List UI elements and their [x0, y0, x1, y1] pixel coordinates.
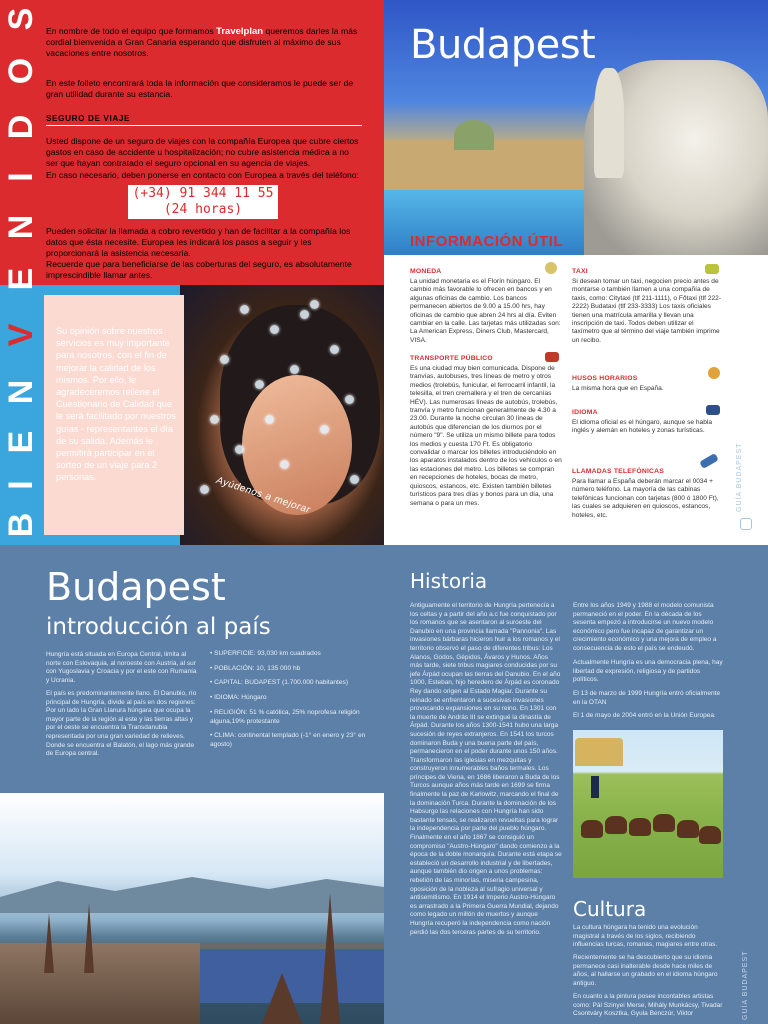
side-letter: E [2, 267, 40, 291]
reminder-paragraph: Recuerde que para beneficiarse de las coberturas del seguro, es absolutamente imprescindible llamar antes. [46, 259, 352, 280]
intro-paragraph-location: Hungría está situada en Europa Central, limita al norte con Eslovaquia, al noroeste con Austria, al sur con Yugoslavia y Croacia y por el este con Rumanía y Ucrania. [46, 651, 197, 684]
taxi-icon [705, 264, 719, 274]
insurance-heading: SEGURO DE VIAJE [46, 114, 362, 126]
guide-title: Budapest [410, 22, 596, 68]
side-letter: N [2, 214, 40, 240]
intro-title: Budapest [46, 565, 226, 609]
dome-shape [454, 120, 494, 150]
insurance-paragraph: Usted dispone de un seguro de viajes con la compañía Europea que cubre ciertos gastos en caso de accidente u hospitalización; no cubre asistencia médica a no ser que hayan contratado el seguro opcional en su agencia de viajes. [46, 136, 359, 168]
intro-subtitle: introducción al país [46, 614, 271, 640]
side-letter: I [2, 480, 40, 490]
side-letter: E [2, 430, 40, 454]
statue-figure-shape [594, 68, 624, 178]
side-letter: V [2, 323, 40, 347]
phone-number: (+34) 91 344 11 55 [132, 186, 274, 201]
hills-shape [0, 873, 384, 913]
horse-shape [581, 820, 603, 838]
historia-text: Antiguamente el territorio de Hungría pertenecía a los celtas y a partir del año a.c fue conquistado por los romanos que se asentaron al suroeste del Danubio en una provincia llamada "Pannonia". Las invasiones bárbaras hicieron huir a los romanos y el territorio observó el paso de diferentes tribus: Los Alanos, Godos, Gépidos, Ávaros y Hunos. Años más tarde, siete tribus magiares conducidas por su jefe Árpád ocupan las tierras del Danubio. En el año 1000, Esteban, hijo heredero de Árpád es coronado Rey dando origen al Estado Magiar. Durante su reinado se enfrentaron a sucesivas invasiones provocando expansiones en su reino. En 1301 con la muerte de András III se extingué la dinastía de Árpád. Durante los años 1300-1541 hubo una larga sucesión de reyes extranjeros. En 1541 los turcos dominaron Buda y una buena parte del país, permanecieron en el poder durante unos 150 años. Transformaron las iglesias en mezquitas y construyeron innumerables baños termales. Los príncipes de Viena, en 1686 liberaron a Buda de los Turcos aunque años más tarde en 1699 se firma finalmente la paz de Karlowitz, marcando el final de la dominación Turca. Durante la dominación de los Habsurgo las relaciones con Hungría han sido bastante tensas, se realizaron revueltas para lograr la independencia por parte del pueblo húngaro. Finalmente en el año 1867 se consiguió un compromiso "Austro-Húngaro" dando comienzo a la época de la doble monarquía. Durante está etapa se estableció un desarrollo industrial y de libertades, aunque también dio origen a unos problemas: rebelión de las minorías, miseria campesina, oposición de la nobleza al sufragio universal y antisemitismo. En 1914 el Imperio Austro-Húngaro es arrastrado a la Primera Guerra Mundial, dejando como legado un millón de muertos y aunque Hungría recuperó la independencia como nación perdió las dos terceras partes de su territorio. [410, 602, 562, 936]
contact-paragraph: En caso necesario, deben ponerse en contacto con Europea a través del teléfono: [46, 170, 359, 180]
welcome-text: En nombre de todo el equipo que formamos [46, 26, 214, 36]
phone-hours: (24 horas) [163, 202, 243, 217]
horario-heading: HUSOS HORARIOS [572, 375, 638, 382]
historia-title: Historia [410, 569, 488, 593]
horario-text: La misma hora que en España. [572, 385, 664, 392]
intro-paragraph-geography: El país es predominantemente llano. El Danubio, río principal de Hungría, divide al país en dos regiones: Por un lado la Gran Llanura húngara que ocupa la mayor parte de la región al este y las tierras altas y por el oeste se encuentra la Transdanubia representada por una gran variedad de relieves. Donde se encuentra el Balatón, el lago más grande de Europa central. [46, 690, 197, 758]
historia-communism: Entre los años 1949 y 1988 el modelo comunista permaneció en el poder. En la década de los sesenta empezó a introducirse un nuevo modelo económico pero fue incapaz de garantizar un crecimiento económico y una mejora de empleo a consecuencia de esto el país se endeudó. [573, 602, 717, 652]
idioma-text: El idioma oficial es el húngaro, aunque se habla inglés y alemán en hoteles y zonas turísticas. [572, 419, 713, 435]
collect-call-paragraph: Pueden solicitar la llamada a cobro revertido y han de facilitar a la compañía los datos que ésta necesite. Europea les indicará los pasos a seguir y les proporcionará la asistencia necesaria. [46, 226, 351, 258]
side-letter: O [2, 57, 40, 85]
cultura-paragraph-1: La cultura húngara ha tenido una evolución magistral a través de los siglos, recibiendo influencias turcas, romanas, magiares entre otras. [573, 924, 718, 949]
historia-otan: El 13 de marzo de 1999 Hungría entró oficialmente en la OTAN [573, 690, 721, 706]
fact-item: • CLIMA: continental templado (-1° en enero y 23° en agosto) [210, 732, 366, 748]
side-letter: B [2, 512, 40, 538]
taxi-heading: TAXI [572, 268, 588, 275]
llamadas-heading: LLAMADAS TELEFÓNICAS [572, 468, 664, 475]
llamadas-text: Para llamar a España deberán marcar el 0034 + número teléfono. La mayoría de las cabinas telefónicas funcionan con tarjetas (800 ó 1800 Ft), las cuales se adquieren en quioscos, estancos, hoteles, etc. [572, 478, 719, 519]
moneda-text: La unidad monetaria es el Florín húngaro. El cambio más favorable lo ofrecen en bancos y en algunas oficinas de cambio. Los bancos permanecen abiertos de 9.00 a 15.00 hrs, hay oficinas de cambio que abren 24 hrs al día. Eviten cambiar en la calle. Las tarjetas más utilizadas son: La American Express, Diners Club, Mastercard, VISA. [410, 278, 561, 344]
fact-item: • CAPITAL: BUDAPEST (1.700.000 habitantes) [210, 679, 349, 687]
cultura-paragraph-3: En cuanto a la pintura posee incontables artistas como: Pál Szinyei Merse, Mihály Munkácsy, Tivadar Csontváry Kosztka, Gyula Benczúr, Viktor [573, 993, 723, 1018]
leaflet-paragraph: En este folleto encontrará toda la información que consideramos le puede ser de gran utilidad durante su estancia. [46, 78, 354, 99]
horse-shape [605, 816, 627, 834]
fact-item: • POBLACIÓN: 10, 135 000 hb [210, 664, 301, 672]
phone-box [128, 185, 278, 219]
transporte-text: Es una ciudad muy bien comunicada. Dispone de tranvías, autobuses, tres líneas de metro y otros medios (trolebús, funicular, el ferrocarril infantil, la telesilla, el tren cremallera y el tren de cercanías HÉV). Las numerosas líneas de autobús, trolebús, tranvía y metro funcionan generalmente de 4.30 a 23.00. Durante la noche circulan 30 líneas de autobús que diferencian de los diurnos por el número "9". Se utiliza un mismo billete para todos los medios y cuesta 170 Ft. Es obligatorio convalidar o marcar los billetes introduciéndolo en los aparatos instalados dentro de los vehículos o en las estaciones del metro. Los billetes se compran en recepciones de hoteles, bocas de metro, quioscos, estancos, etc. Existen también billetes turísticos para tres días y bonos para un día, una semana o para un mes. [410, 365, 562, 507]
building-shape [384, 140, 604, 190]
horses-photo [573, 730, 723, 878]
moneda-heading: MONEDA [410, 268, 442, 275]
welcome-text: queremos darles la más cordial bienvenida a Gran Canaria esperando que disfruten al máximo de sus vacaciones entre nosotros. [46, 26, 358, 58]
haystack-shape [575, 738, 623, 766]
watch-icon [708, 367, 720, 379]
info-title: INFORMACIÓN ÚTIL [410, 233, 563, 250]
fact-item: • RELIGIÓN: 51 % católica, 25% noprofesa religión alguna,19% protestante [210, 708, 360, 725]
facts-list [210, 650, 380, 756]
horse-shape [629, 818, 651, 836]
hexagon-icon [740, 518, 752, 530]
guide-vertical-label-bottom: GUÍA BUDAPEST [742, 950, 749, 1020]
rider-shape [591, 776, 599, 798]
fact-item: • IDIOMA: Húngaro [210, 694, 267, 702]
book-icon [706, 405, 720, 415]
cultura-paragraph-2: Recientemente se ha descubierto que su idioma permanece casi inalterable desde hace miles de años, al hallarse un grabado en el idioma húngaro antiguo. [573, 954, 718, 987]
horse-shape [653, 814, 675, 832]
survey-text: Su opinión sobre nuestros servicios es muy importante para nosotros, con el fin de mejorar la calidad de los mismos. Por ello, le agradeceremos rellene el Cuestionario de Calidad que le será facilitado por nuestros guías - representantes el día de su salida. Además le permitirá participar en el sorteo de un viaje para 2 personas. [56, 326, 177, 483]
historia-democracy: Actualmente Hungría es una democracia plena, hay libertad de expresión, religiosa y de partidos políticos. [573, 659, 723, 684]
fact-item: • SUPERFICIE: 93,030 km cuadrados [210, 650, 321, 657]
bus-icon [545, 352, 559, 362]
transporte-heading: TRANSPORTE PÚBLICO [410, 355, 493, 362]
budapest-city-photo [0, 793, 384, 1024]
taxi-text: Si desean tomar un taxi, negocien precio antes de montarse o también llamen a una compañía de taxis, como: Citytaxi (tlf 211-1111), o Főtaxi (tlf 222-2222) Budataxi (tlf 233-3333) Los taxis oficiales tienen una matrícula amarilla y llevan una inscripción de taxi. Todos deben utilizar el taxímetro que al término del viaje también imprime un recibo. [572, 278, 722, 344]
side-word-bienvenidos [0, 0, 42, 545]
side-letter: I [2, 172, 40, 182]
side-letter: D [2, 114, 40, 140]
idioma-heading: IDIOMA [572, 409, 598, 416]
rooftops-shape [0, 943, 200, 1024]
brand-name: Travelplan [216, 26, 264, 37]
side-letter: N [2, 379, 40, 405]
guide-vertical-label: GUÍA BUDAPEST [736, 442, 743, 512]
cultura-title: Cultura [573, 897, 647, 921]
horse-shape [699, 826, 721, 844]
welcome-paragraph [46, 26, 362, 59]
coin-icon [545, 262, 557, 274]
survey-tagline: Ayúdenos a mejorar [214, 475, 312, 516]
spire-shape [84, 903, 94, 973]
horse-shape [677, 820, 699, 838]
historia-eu: El 1 de mayo de 2004 entró en la Unión Europea. [573, 712, 716, 719]
side-letter: S [2, 7, 40, 31]
